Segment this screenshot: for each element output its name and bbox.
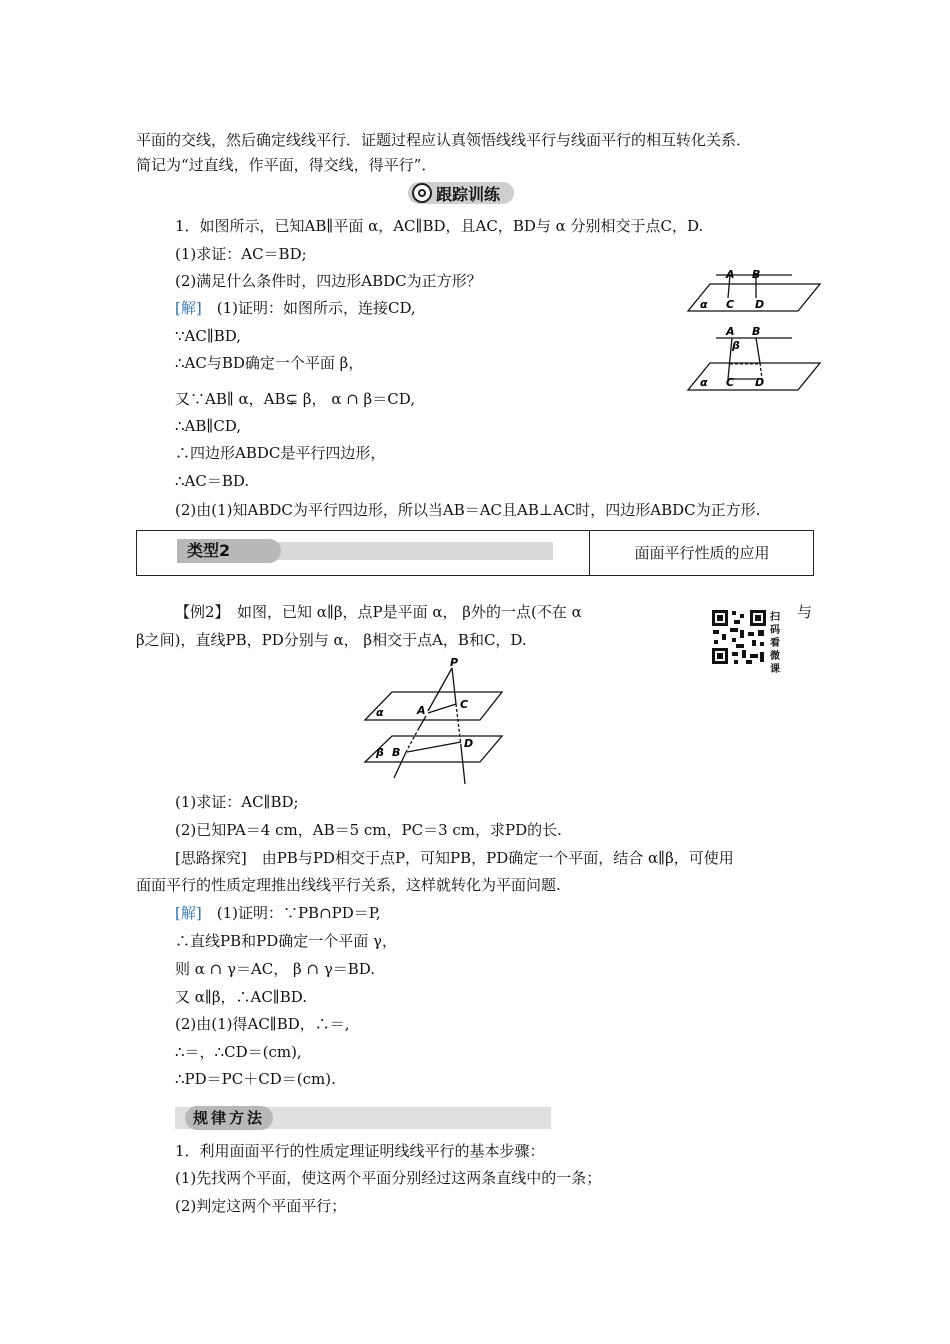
follow-training-banner xyxy=(408,182,514,204)
target-icon xyxy=(412,183,432,203)
example-idea-2: 面面平行的性质定理推出线线平行关系，这样就转化为平面问题. xyxy=(136,876,561,894)
solution-intro-text: (1)证明：如图所示，连接CD, xyxy=(201,299,416,317)
plane-beta xyxy=(365,736,502,762)
exercise-step-5: ∴四边形ABDC是平行四边形， xyxy=(175,444,386,462)
example-line-1-end: 与 xyxy=(797,603,813,621)
type2-tab: 类型2 xyxy=(177,539,281,563)
example-step-6: ∴PD＝PC＋CD＝(cm). xyxy=(175,1070,336,1088)
type2-title: 面面平行性质的应用 xyxy=(634,544,770,562)
fig2-label-c: C xyxy=(726,376,735,389)
qr-code-image[interactable] xyxy=(710,608,768,666)
plane-alpha xyxy=(688,284,820,311)
type2-header xyxy=(136,530,814,576)
rules-line-3: (2)判定这两个平面平行； xyxy=(175,1197,347,1215)
exercise-part-1: (1)求证：AC＝BD; xyxy=(175,245,307,263)
fig3-label-p: P xyxy=(450,656,459,669)
line-pa xyxy=(428,668,452,711)
qr-caption: 扫码看微课 xyxy=(770,612,780,675)
fig3-label-a: A xyxy=(417,704,426,717)
example-part-1: (1)求证：AC∥BD; xyxy=(175,793,299,811)
fig2-label-d: D xyxy=(755,376,765,389)
exercise-solution-intro xyxy=(175,298,416,318)
fig3-label-alpha: α xyxy=(376,706,384,719)
solution-tag: [解] xyxy=(175,299,202,317)
line-ab-visible xyxy=(419,716,426,728)
fig2-label-a: A xyxy=(726,325,735,338)
line-ac xyxy=(428,704,456,713)
fig1-label-c: C xyxy=(726,298,735,311)
intro-line-1: 平面的交线，然后确定线线平行．证题过程应认真领悟线线平行与线面平行的相互转化关系． xyxy=(136,131,752,149)
exercise-question: 1．如图所示，已知AB∥平面 α，AC∥BD，且AC，BD与 α 分别相交于点C，D. xyxy=(175,217,704,235)
fig2-label-alpha: α xyxy=(700,376,708,389)
exercise-step-2: ∴AC与BD确定一个平面 β， xyxy=(175,354,364,372)
intro-line-2: 简记为“过直线，作平面，得交线，得平行”． xyxy=(136,156,437,174)
fig1-label-b: B xyxy=(752,268,761,281)
solution-tag: [解] xyxy=(175,904,202,922)
fig2-label-beta: β xyxy=(732,339,740,352)
exercise-step-7: (2)由(1)知ABDC为平行四边形，所以当AB＝AC且AB⊥AC时，四边形ABDC为正方形. xyxy=(175,501,761,519)
fig3-label-d: D xyxy=(464,737,474,750)
example-idea-1: [思路探究] 由PB与PD相交于点P，可知PB，PD确定一个平面，结合 α∥β，可使用 xyxy=(175,849,734,867)
example-solution-intro xyxy=(175,903,381,923)
fig2-label-b: B xyxy=(752,325,761,338)
example-line-1: 【例2】 如图，已知 α∥β，点P是平面 α， β外的一点(不在 α xyxy=(175,603,582,621)
fig3-label-b: B xyxy=(392,746,401,759)
follow-training-label: 跟踪训练 xyxy=(436,184,501,204)
example-step-3: 又 α∥β，∴AC∥BD. xyxy=(175,988,308,1006)
exercise-step-3: 又∵AB∥ α，AB⊊ β， α ∩ β＝CD, xyxy=(175,390,415,408)
line-d-extension xyxy=(461,746,465,784)
example-step-2: 则 α ∩ γ＝AC， β ∩ γ＝BD. xyxy=(175,960,376,978)
rules-line-1: 1．利用面面平行的性质定理证明线线平行的基本步骤： xyxy=(175,1142,545,1160)
example-step-4: (2)由(1)得AC∥BD，∴＝, xyxy=(175,1015,350,1033)
example-step-5: ∴＝，∴CD＝(cm), xyxy=(175,1043,302,1061)
fig1-label-d: D xyxy=(755,298,765,311)
line-ab-hidden xyxy=(407,728,419,750)
example-part-2: (2)已知PA＝4 cm，AB＝5 cm，PC＝3 cm，求PD的长. xyxy=(175,821,562,839)
exercise-step-6: ∴AC＝BD. xyxy=(175,472,250,490)
line-bd xyxy=(407,742,461,752)
figure-parallel-planes-point-p xyxy=(362,656,504,786)
example-line-2: β之间)，直线PB，PD分别与 α， β相交于点A，B和C，D. xyxy=(136,631,527,649)
exercise-step-4: ∴AB∥CD, xyxy=(175,417,242,435)
rules-line-2: (1)先找两个平面，使这两个平面分别经过这两条直线中的一条； xyxy=(175,1169,602,1187)
plane-alpha xyxy=(688,363,820,390)
rules-label: 规律方法 xyxy=(185,1106,273,1130)
fig3-label-c: C xyxy=(460,698,469,711)
example-solution-intro-text: (1)证明：∵PB∩PD＝P, xyxy=(201,904,381,922)
figure-plane-beta-through-ac-bd xyxy=(686,323,826,393)
plane-beta-edge-2 xyxy=(756,338,760,363)
fig1-label-alpha: α xyxy=(700,298,708,311)
fig3-label-beta: β xyxy=(376,746,384,759)
example-step-1: ∴直线PB和PD确定一个平面 γ， xyxy=(175,932,397,950)
plane-alpha xyxy=(365,692,502,720)
exercise-part-2: (2)满足什么条件时，四边形ABDC为正方形？ xyxy=(175,272,482,290)
exercise-step-1: ∵AC∥BD, xyxy=(175,327,242,345)
figure-plane-with-line-ab xyxy=(686,268,826,316)
type2-left-cell xyxy=(137,531,590,575)
line-pc xyxy=(452,668,456,704)
fig1-label-a: A xyxy=(726,268,735,281)
